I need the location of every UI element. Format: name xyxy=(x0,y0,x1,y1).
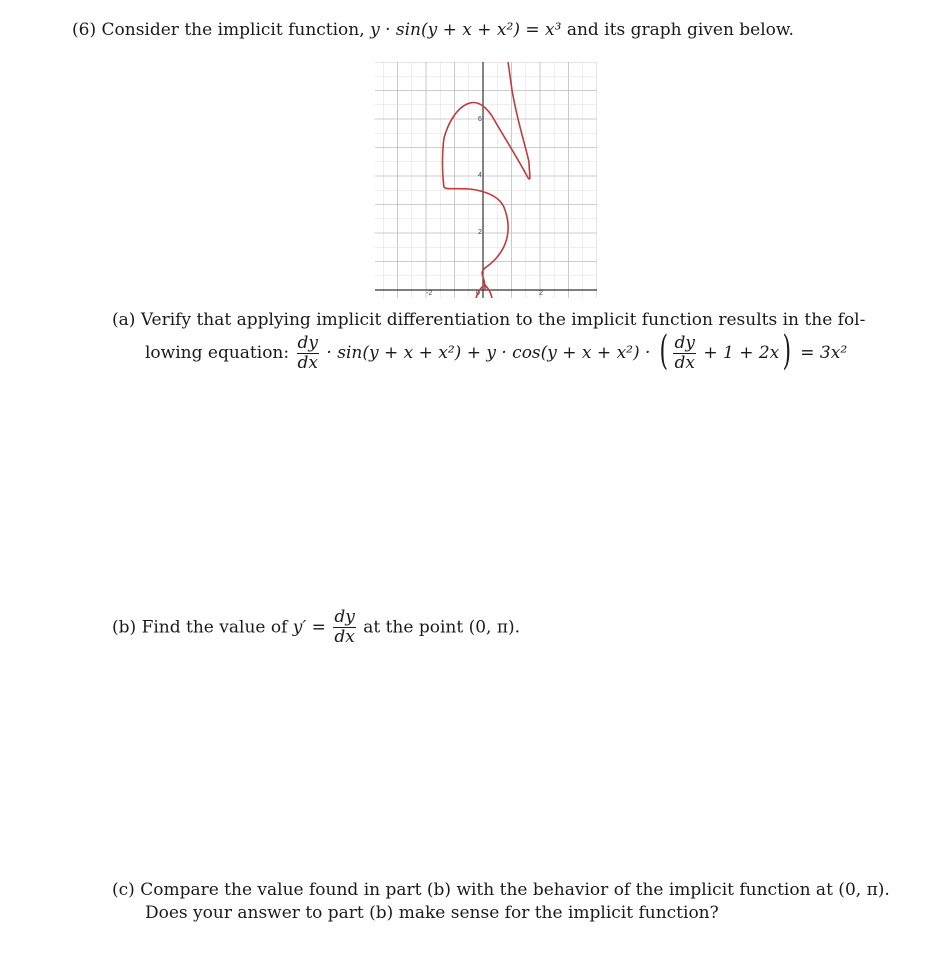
left-paren: ( xyxy=(659,328,668,374)
problem-number: (6) xyxy=(72,20,97,40)
part-a-middle: · sin(y + x + x²) + y · cos(y + x + x²) · xyxy=(326,343,651,363)
y-tick-label: 2 xyxy=(478,229,482,236)
dy-dx-fraction xyxy=(333,608,356,647)
part-a-text: Verify that applying implicit differentiation to the implicit function results in the fol- xyxy=(140,310,866,330)
graph-grid xyxy=(375,62,597,298)
part-a-rhs: = 3x² xyxy=(800,343,848,363)
part-a-paren-tail: + 1 + 2x xyxy=(703,343,780,363)
part-b-label: (b) xyxy=(112,617,137,638)
x-tick-label: 0 xyxy=(476,290,480,297)
dy-dx-fraction xyxy=(673,334,696,373)
part-c-line1 xyxy=(112,880,890,900)
fraction-denominator: dx xyxy=(297,352,318,373)
implicit-function-graph xyxy=(375,62,597,298)
problem-statement xyxy=(72,20,794,40)
problem-intro-suffix: and its graph given below. xyxy=(566,20,794,40)
implicit-equation: y · sin(y + x + x²) = x³ xyxy=(370,20,562,40)
graph-axes xyxy=(375,62,597,298)
part-c-text1: Compare the value found in part (b) with the behavior of the implicit function at (0, π). xyxy=(140,880,890,900)
part-b-prefix: Find the value of xyxy=(141,617,288,638)
y-tick-label: 6 xyxy=(478,116,482,123)
fraction-numerator: dy xyxy=(674,332,695,353)
x-tick-label: 2 xyxy=(539,290,543,297)
dy-dx-fraction xyxy=(297,334,320,373)
part-c-line2 xyxy=(145,903,719,923)
part-a-label: (a) xyxy=(112,310,136,330)
part-a-equation xyxy=(145,328,848,374)
x-tick-label: -2 xyxy=(426,290,433,297)
y-prime: y′ = xyxy=(292,617,326,638)
part-c-text2: Does your answer to part (b) make sense for the implicit function? xyxy=(145,903,719,923)
fraction-numerator: dy xyxy=(334,607,355,627)
fraction-denominator: dx xyxy=(674,352,695,373)
problem-intro: Consider the implicit function, xyxy=(101,20,365,40)
right-paren: ) xyxy=(782,328,792,374)
part-a-prefix: lowing equation: xyxy=(145,343,290,363)
fraction-numerator: dy xyxy=(297,332,319,353)
y-tick-label: 4 xyxy=(478,172,482,179)
part-a-line1 xyxy=(112,310,865,330)
fraction-denominator: dx xyxy=(334,627,355,647)
part-b-suffix: at the point (0, π). xyxy=(363,617,521,638)
part-b xyxy=(112,608,520,647)
part-c-label: (c) xyxy=(112,880,135,900)
